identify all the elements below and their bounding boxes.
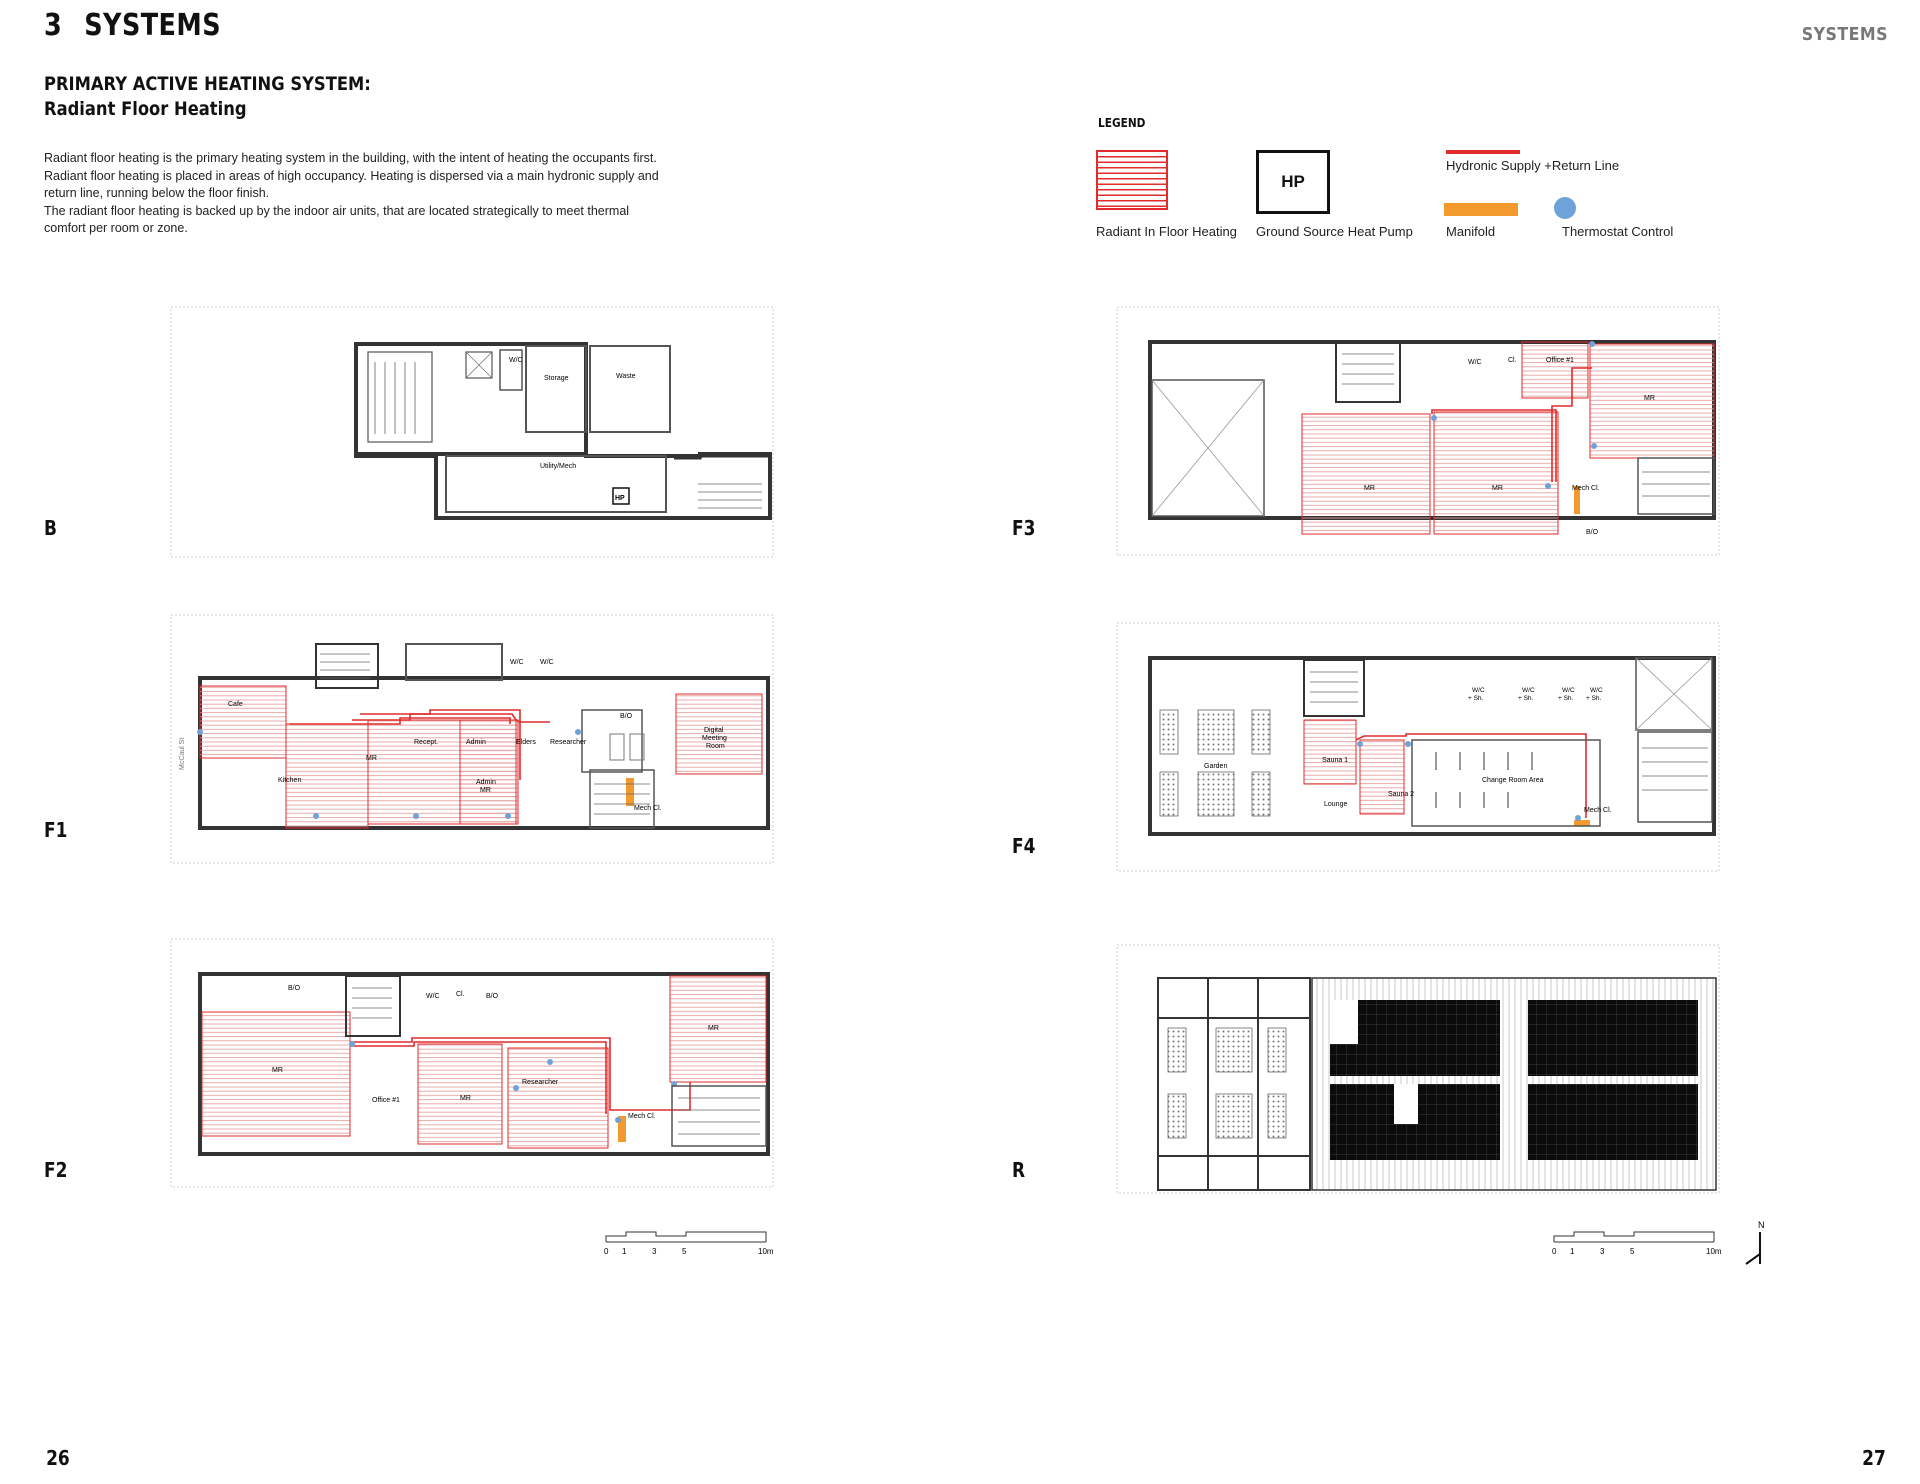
room-label: MR <box>272 1067 283 1074</box>
room-label: Utility/Mech <box>540 463 577 470</box>
room-label: W/C <box>510 659 524 666</box>
intro-line: comfort per room or zone. <box>44 221 188 235</box>
page-number-right: 27 <box>1862 1446 1886 1470</box>
intro-paragraph <box>44 150 704 238</box>
room-label: Elders <box>516 739 536 746</box>
room-label: Sauna 2 <box>1388 791 1415 798</box>
scale-bar-left <box>600 1226 790 1266</box>
intro-line: Radiant floor heating is the primary heating system in the building, with the intent of heating the occupants first. <box>44 151 657 165</box>
room-label: Garden <box>1204 763 1228 770</box>
scale-bar-right <box>1548 1226 1738 1266</box>
room-label: Cafe <box>228 701 243 708</box>
level-label-r: R <box>1012 1158 1026 1182</box>
legend-label-radiant: Radiant In Floor Heating <box>1096 224 1237 239</box>
scale-tick: 10m <box>1706 1247 1722 1256</box>
intro-line: return line, running below the floor finish. <box>44 186 270 200</box>
legend-label-hydronic: Hydronic Supply +Return Line <box>1446 158 1620 173</box>
section-title-line1: PRIMARY ACTIVE HEATING SYSTEM: <box>44 73 371 95</box>
room-label: Storage <box>544 375 569 382</box>
chapter-number: 3 <box>44 8 63 43</box>
room-label: Cl. <box>1508 357 1517 364</box>
room-label: W/C <box>1590 687 1603 694</box>
scale-tick: 3 <box>1600 1247 1605 1256</box>
room-label: Meeting <box>702 735 727 742</box>
room-label: Mech Cl. <box>1572 485 1600 492</box>
room-label: W/C <box>1472 687 1485 694</box>
intro-line: Radiant floor heating is placed in areas of high occupancy. Heating is dispersed via a main hydronic supply and <box>44 168 659 183</box>
room-label: Room <box>706 743 725 750</box>
room-label: MR <box>1644 395 1655 402</box>
room-label: + Sh. <box>1468 695 1484 702</box>
room-label: Waste <box>616 373 636 380</box>
hydronic-line-symbol <box>1446 150 1520 154</box>
room-label: Lounge <box>1324 801 1348 808</box>
scale-tick: 5 <box>682 1247 687 1256</box>
room-label: B/O <box>1586 529 1599 536</box>
room-label: + Sh. <box>1586 695 1602 702</box>
room-label: Admin <box>476 779 496 786</box>
floor-plan-basement <box>170 306 774 558</box>
legend-label-thermostat: Thermostat Control <box>1562 224 1674 239</box>
scale-tick: 10m <box>758 1247 774 1256</box>
room-label: MR <box>1492 485 1503 492</box>
room-label: MR <box>366 755 377 762</box>
street-label: McCaul St <box>179 737 186 770</box>
room-label: Mech Cl. <box>634 805 662 812</box>
scale-tick: 1 <box>622 1247 627 1256</box>
room-label: B/O <box>620 713 633 720</box>
room-label: W/C <box>1468 359 1482 366</box>
room-label: Researcher <box>522 1079 559 1086</box>
room-label: W/C <box>1522 687 1535 694</box>
level-label-f1: F1 <box>44 818 68 842</box>
hp-label: HP <box>615 495 625 502</box>
room-label: Office #1 <box>1546 357 1574 364</box>
floor-plan-f3 <box>1116 306 1720 568</box>
section-title-line2: Radiant Floor Heating <box>44 98 247 120</box>
room-label: + Sh. <box>1558 695 1574 702</box>
room-label: Recept. <box>414 739 439 746</box>
room-label: MR <box>1364 485 1375 492</box>
legend-label-heat-pump: Ground Source Heat Pump <box>1256 224 1413 239</box>
legend-label-manifold: Manifold <box>1446 224 1496 239</box>
page-number-left: 26 <box>46 1446 70 1470</box>
chapter-title: SYSTEMS <box>84 8 221 43</box>
level-label-f4: F4 <box>1012 834 1036 858</box>
room-label: Digital <box>704 727 724 734</box>
room-label: W/C <box>426 993 440 1000</box>
room-label: W/C <box>540 659 554 666</box>
floor-plan-f4 <box>1116 622 1720 874</box>
radiant-hatch-symbol <box>1096 150 1168 210</box>
scale-tick: 0 <box>604 1247 609 1256</box>
section-title <box>44 72 371 122</box>
room-label: MR <box>460 1095 471 1102</box>
room-label: Sauna 1 <box>1322 757 1349 764</box>
north-arrow-icon <box>1740 1218 1780 1270</box>
room-label: MR <box>708 1025 719 1032</box>
room-label: Office #1 <box>372 1097 400 1104</box>
floor-plan-roof <box>1116 944 1720 1196</box>
room-label: Researcher <box>550 739 587 746</box>
room-label: Change Room Area <box>1482 777 1544 784</box>
legend-title: LEGEND <box>1098 116 1146 130</box>
room-label: Admin <box>466 739 486 746</box>
room-label: B/O <box>486 993 499 1000</box>
scale-tick: 3 <box>652 1247 657 1256</box>
scale-tick: 1 <box>1570 1247 1575 1256</box>
thermostat-symbol <box>1554 197 1576 219</box>
room-label: W/C <box>1562 687 1575 694</box>
room-label: Cl. <box>456 991 465 998</box>
floor-plan-f1 <box>170 614 774 864</box>
room-label: Mech Cl. <box>1584 807 1612 814</box>
level-label-f3: F3 <box>1012 516 1036 540</box>
intro-line: The radiant floor heating is backed up by the indoor air units, that are located strategically to meet thermal <box>44 203 630 218</box>
north-label: N <box>1758 1220 1765 1230</box>
level-label-f2: F2 <box>44 1158 68 1182</box>
heat-pump-symbol <box>1256 150 1330 214</box>
chapter-heading <box>44 8 221 43</box>
scale-tick: 5 <box>1630 1247 1635 1256</box>
room-label: Kitchen <box>278 777 302 784</box>
hp-symbol-text: HP <box>1281 172 1305 191</box>
scale-tick: 0 <box>1552 1247 1557 1256</box>
room-label: W/C <box>509 357 523 364</box>
room-label: + Sh. <box>1518 695 1534 702</box>
level-label-b: B <box>44 516 57 540</box>
room-label: MR <box>480 787 491 794</box>
room-label: B/O <box>288 985 301 992</box>
room-label: Mech Cl. <box>628 1113 656 1120</box>
floor-plan-f2 <box>170 938 774 1188</box>
running-head: SYSTEMS <box>1801 24 1888 45</box>
manifold-symbol <box>1444 203 1518 216</box>
